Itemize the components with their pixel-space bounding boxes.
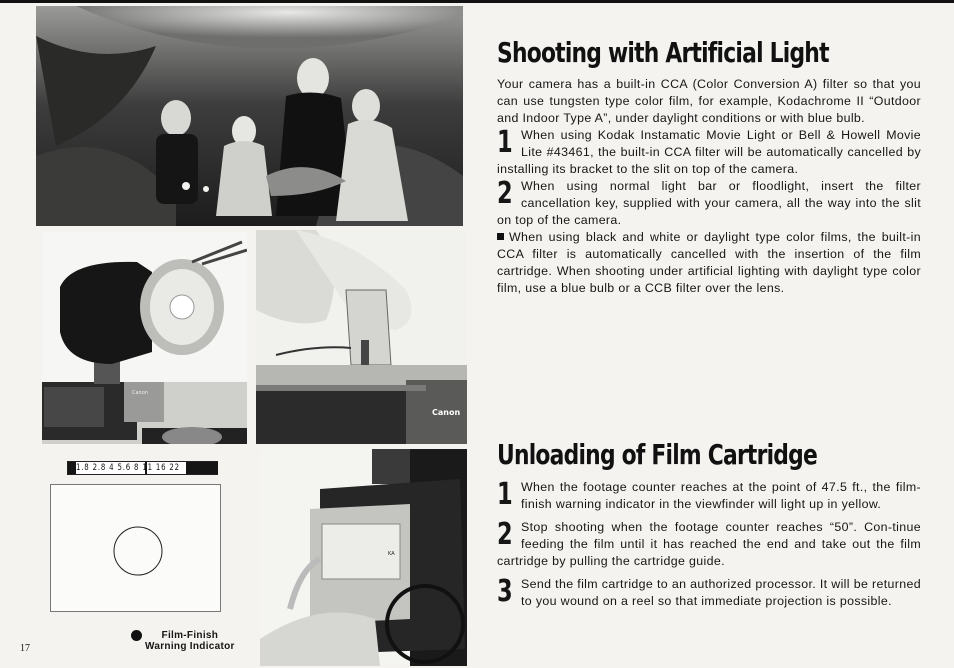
step-text: When the footage counter reaches at the point of 47.5 ft., the film-finish warning indicator in the viewfinder will light up in yellow. (521, 480, 921, 511)
warning-indicator-dot (131, 630, 142, 641)
intro-paragraph: Your camera has a built-in CCA (Color Conversion A) filter so that you can use tungsten type color film, for example, Kodachrome II “Outdoor and Indoor Type A”, under daylight conditions or with blue bulb. (497, 77, 921, 125)
step-number: 1 (497, 477, 513, 512)
filter-key-insertion-photo (256, 230, 467, 444)
viewfinder-frame (50, 484, 221, 612)
step-number: 2 (497, 176, 513, 211)
section-title-artificial-light: Shooting with Artificial Light (497, 36, 829, 69)
step-text: Send the film cartridge to an authorized processor. It will be returned to you wound on a reel so that immediate projection is possible. (521, 577, 921, 608)
section-title-unloading: Unloading of Film Cartridge (497, 438, 818, 471)
page-number: 17 (20, 643, 30, 654)
step-item (497, 519, 921, 570)
section-artificial-light-body (497, 76, 921, 297)
aperture-scale-labels: 1.8 2.8 4 5.6 8 11 16 22 (76, 463, 180, 473)
step-item (497, 576, 921, 610)
step-text: When using Kodak Instamatic Movie Light or Bell & Howell Movie Lite #43461, the built-in CCA filter will be automatically cancelled by installing its bracket to the slit on top of the camera. (497, 128, 921, 176)
cartridge-mark: KA (388, 551, 395, 557)
step-item (497, 127, 921, 178)
note-paragraph: When using black and white or daylight type color films, the built-in CCA filter is automatically cancelled with the insertion of the film cartridge. When shooting under artificial lighting with daylight type color film, use a blue bulb or a CCB filter over the lens. (497, 230, 921, 295)
step-item (497, 479, 921, 513)
step-text: When using normal light bar or floodlight, insert the filter cancellation key, supplied with your camera, all the way into the slit on top of the camera. (497, 179, 921, 227)
section-unloading-body (497, 479, 921, 610)
camera-brand-label: Canon (132, 390, 148, 396)
camera-movie-light-photo (42, 232, 247, 444)
party-scene-photo (36, 6, 463, 226)
square-bullet-icon (497, 233, 504, 240)
step-text: Stop shooting when the footage counter reaches “50”. Con-tinue feeding the film until it has reached the end and take out the film cartridge by pulling the cartridge guide. (497, 520, 921, 568)
step-item (497, 178, 921, 229)
step-number: 2 (497, 517, 513, 552)
camera-top-brand-label: Canon (432, 408, 461, 417)
step-number: 3 (497, 574, 513, 609)
viewfinder-circle (51, 485, 220, 611)
top-rule (0, 0, 954, 3)
cartridge-removal-photo (260, 449, 467, 666)
step-number: 1 (497, 125, 513, 160)
warning-indicator-label: Film-Finish Warning Indicator (145, 630, 235, 652)
